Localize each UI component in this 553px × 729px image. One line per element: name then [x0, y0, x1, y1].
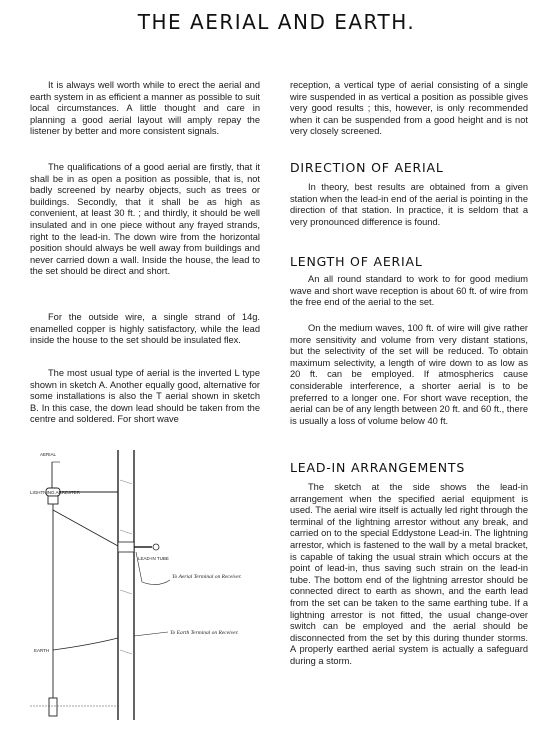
left-paragraph-2: The qualifications of a good aerial are firstly, that it shall be in as open a position as possible, that is, not badly screened by nearby objects, such as trees or buildings. Secondly, that it shall be as high as convenient, at least 30 ft. ; and thirdly, it should be well insulated and in one piece without any frayed strands, right to the lead-in. The down wire from the horizontal position should always be well away from buildings and never carried down a wall. Inside the house, the lead to the set should be direct and short. — [30, 162, 260, 277]
direction-paragraph: In theory, best results are obtained from a given station when the lead-in end of the aerial is pointing in the direction of that station. In practice, it is seldom that a very pronounced difference is found. — [290, 182, 528, 227]
length-paragraph-1: An all round standard to work to for good medium wave and short wave reception is about 60 ft. of wire from the free end of the aerial to the set. — [290, 274, 528, 308]
label-to-aerial-terminal: To Aerial Terminal on Receiver. — [172, 574, 242, 580]
lead-in-diagram — [30, 450, 260, 720]
left-paragraph-4: The most usual type of aerial is the inverted L type shown in sketch A. Another equally good, alternative for some installations is also the T aerial shown in sketch B. In this case, the down lead should be taken from the centre and soldered. For short wave — [30, 368, 260, 425]
label-aerial: AERIAL — [40, 452, 57, 457]
page-title: THE AERIAL AND EARTH. — [137, 10, 416, 34]
length-paragraph-2: On the medium waves, 100 ft. of wire will give rather more sensitivity and volume from very distant stations, but the selectivity of the set will be reduced. To obtain maximum selectivity, a length of wire down to as low as 20 ft. can be employed. If atmospherics cause considerable interference, a shorter aerial is to be preferred to a longer one. For short wave reception, the aerial can be of any length between 20 ft. and 60 ft., there is usually a loss of volume below 40 ft. — [290, 323, 528, 426]
wall-drawing — [118, 450, 134, 720]
heading-direction-of-aerial: DIRECTION OF AERIAL — [290, 160, 444, 175]
lightning-arrester — [46, 488, 118, 700]
heading-lead-in-arrangements: LEAD-IN ARRANGEMENTS — [290, 460, 466, 475]
heading-length-of-aerial: LENGTH OF AERIAL — [290, 254, 423, 269]
aerial-wire — [52, 462, 60, 490]
left-paragraph-3: For the outside wire, a single strand of 14g. enamelled copper is highly satisfactory, while the lead inside the house to the set should be insulated flex. — [30, 312, 260, 346]
label-earth: EARTH — [34, 648, 50, 653]
earth-lead — [30, 632, 168, 716]
label-to-earth-terminal: To Earth Terminal on Receiver. — [170, 630, 239, 636]
left-paragraph-1: It is always well worth while to erect the aerial and earth system in as efficient a manner as possible to suit local circumstances. A little thought and care in planning a good aerial layout will amply repay the listener by better and more consistent signals. — [30, 80, 260, 137]
label-lightning-arrester: LIGHTNING ARRESTER — [30, 490, 81, 495]
label-lead-in-tube: LEAD-IN TUBE — [138, 556, 169, 561]
lead-in-tube — [53, 510, 170, 585]
lead-in-paragraph: The sketch at the side shows the lead-in arrangement when the specified aerial equipment is used. The aerial wire itself is actually led right through the terminal of the lightning arrestor without any break, and carried on to the special Eddystone Lead-in. The lightning arrestor, which is fastened to the wall by a metal bracket, is capable of taking the usual strain which occurs at the point of lead-in, thus saving such strain on the lead-in tube. The bottom end of the lightning arrestor should be connected direct to earth as shown, and the earth lead from the set can be taken to the same earthing tube. If a lightning arrestor is not fitted, the usual change-over switch can be employed and the aerial should be disconnected from the set by this during thunder storms. A properly earthed aerial system is actually a safeguard during a storm. — [290, 482, 528, 666]
right-intro-paragraph: reception, a vertical type of aerial consisting of a single wire suspended in as vertical a position as possible gives very good results ; this, however, is only recommended when it can be suspended from a good height and is not very closely screened. — [290, 80, 528, 137]
